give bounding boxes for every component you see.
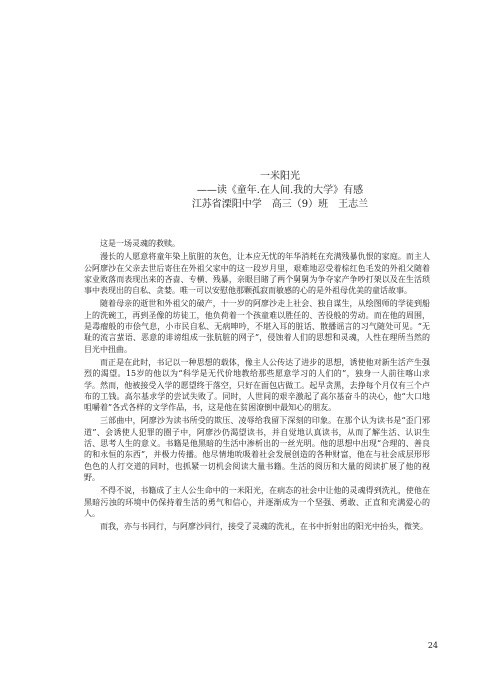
article-title: 一米阳光 — [260, 171, 300, 182]
page-number: 24 — [427, 641, 438, 650]
article-body — [84, 238, 430, 534]
paragraph-1: 这是一场灵魂的救赎。 — [100, 239, 180, 248]
paragraph-5: 三部曲中，阿廖沙为读书所受的欺压、凌辱给我留下深刻的印象。在那个认为读书是“歪门邪道”、会诱使人犯罪的圈子中，阿廖沙仍渴望读书，并自觉地认真读书，从而了解生活、认识生活、思考人生的意义。书籍是他黑暗的生活中渗析出的一丝光明。他的思想中出现“合理的、善良的和永恒的东西”，并极力传播。他尽情地吮吸着社会发展创造的各种财富，他在与社会成层形形色色的人打交道的同时，也抓紧一切机会阅读大量书籍。生活的阅历和大量的阅读扩展了他的视野。 — [84, 416, 430, 482]
paragraph-7: 而我，亦与书同行，与阿廖沙同行，接受了灵魂的洗礼，在书中折射出的阳光中抬头，微笑。 — [100, 522, 428, 532]
paragraph-3: 随着母亲的逝世和外祖父的破产，十一岁的阿廖沙走上社会、独自谋生，从绘图师的学徒到船上的洗碗工，再到圣像的坊徒工，他负荷着一个孩童难以胜任的、苦役般的劳动。而在他的周围，是毒瘤般的市侩气息，小市民自私、无病呻吟，不堪入耳的脏话、散播谣言的习气随处可见。“无耻的流言蜚语、恶意的诽谤组成一张肮脏的网子”，侵蚀着人们的思想和灵魂，人性在理所当然的目光中扭曲。 — [84, 299, 430, 354]
article-byline: 江苏省溧阳中学 高三（9）班 王志兰 — [191, 199, 369, 210]
article-header — [0, 170, 500, 212]
paragraph-4: 而正是在此时，书记以一种思想的载体，像主人公传达了进步的思想，诱使他对新生活产生强烈的渴望。15岁的他以为“科学是无代价地教给那些愿意学习的人们的”，独身一人前往喀山求学。然而，他被接受入学的愿望终于落空，只好在面包店做工。起早贪黑，去挣每个月仅有三个卢布的工钱。高尔基求学的尝试失败了。同时，人世间的艰辛激起了高尔基奋斗的决心，他“大口地咀嚼着”各式各样的文学作品，书，这是他在贫困潦倒中最知心的朋友。 — [84, 357, 430, 413]
paragraph-6: 不得不说，书籍成了主人公生命中的一米阳光，在病态的社会中让他的灵魂得到洗礼，使他在黑暗污浊的环境中仍保持着生活的勇气和信心，并逐渐成为一个坚强、勇敢、正直和充满爱心的人。 — [84, 486, 430, 518]
article-subtitle: ——读《童年.在人间.我的大学》有感 — [196, 185, 364, 196]
paragraph-2: 漫长的人愿意将童年染上肮脏的灰色，让本应无忧的年华消耗在充满残暴仇恨的家庭。而主人公阿廖沙在父亲去世后寄住在外祖父家中的这一段岁月里，艰难地忍受着棕红色毛发的外祖父随着家业败落而表现出来的吝啬、专横、残暴，亲眼目睹了两个舅舅为争夺家产争吵打架以及在生活琐事中表现出的自私、贪婪。唯一可以安慰他那颗孤寂而敏感的心的是外祖母优美的童话故事。 — [84, 252, 430, 296]
